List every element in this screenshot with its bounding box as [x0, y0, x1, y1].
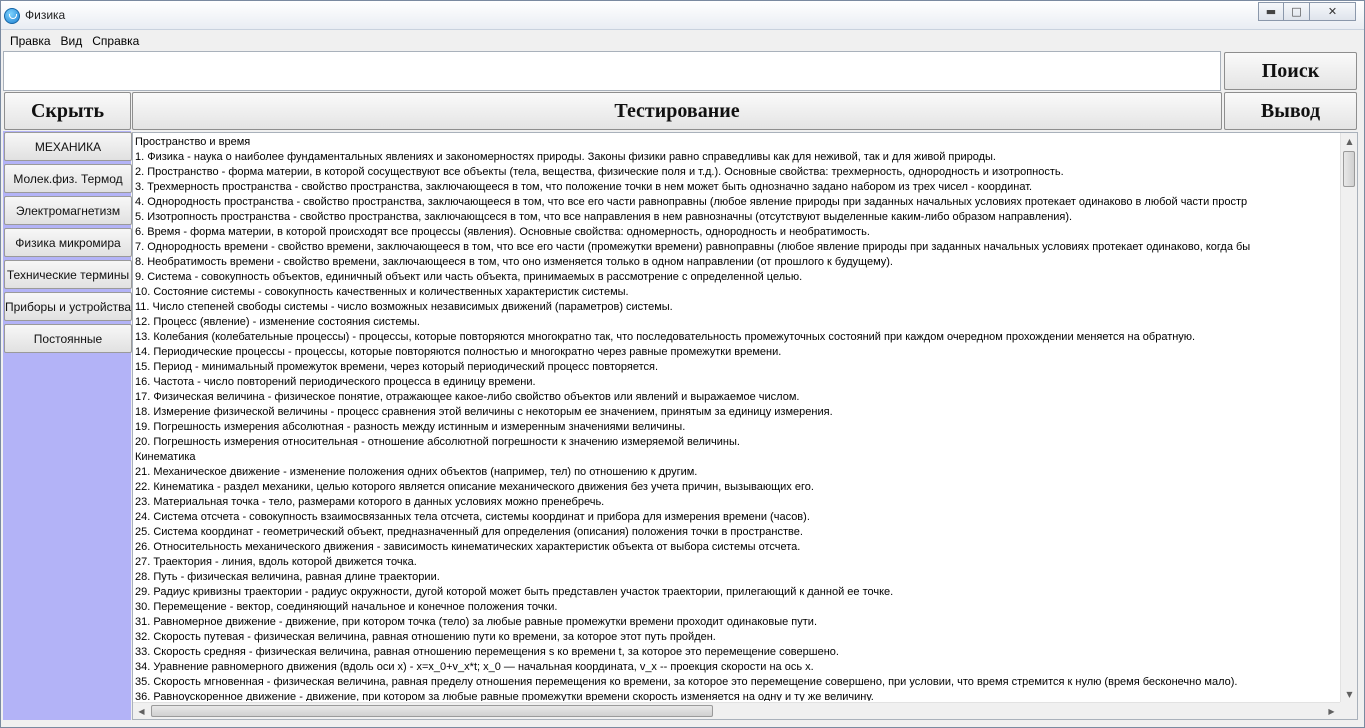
text-line: 24. Система отсчета - совокупность взаимосвязанных тела отсчета, системы координат и прибора для измерения времени (часов).: [135, 511, 810, 523]
testing-button[interactable]: Тестирование: [132, 92, 1222, 130]
vertical-scrollbar[interactable]: [1340, 133, 1357, 703]
sidebar-item-electromagnetism[interactable]: Электромагнетизм: [4, 196, 132, 225]
text-line: 36. Равноускоренное движение - движение, при котором за любые равные промежутки времени скорость изменяется на одну и ту же величину.: [135, 691, 874, 701]
text-line: 31. Равномерное движение - движение, при котором точка (тело) за любые равные промежутки времени проходит одинаковые пути.: [135, 616, 817, 628]
title-bar: [1, 1, 1364, 30]
hide-button[interactable]: Скрыть: [4, 92, 131, 130]
text-line: 13. Колебания (колебательные процессы) - процессы, которые повторяются многократно так, что последовательность промежуточных состояний при каждом очередном прохождении меняется на обратную.: [135, 331, 1196, 343]
vertical-scroll-thumb[interactable]: [1343, 151, 1355, 187]
text-line: 33. Скорость средняя - физическая величина, равная отношению перемещения s ко времени t, за которое это перемещение совершено.: [135, 646, 839, 658]
horizontal-scroll-thumb[interactable]: [151, 705, 713, 717]
menu-view[interactable]: Вид: [60, 34, 83, 48]
text-line: 12. Процесс (явление) - изменение состояния системы.: [135, 316, 420, 328]
text-line: 8. Необратимость времени - свойство времени, заключающееся в том, что оно изменяется только в одном направлении (от прошлого к будущему).: [135, 256, 893, 268]
text-line: 26. Относительность механического движения - зависимость кинематических характеристик объекта от выбора системы отсчета.: [135, 541, 801, 553]
text-line: 15. Период - минимальный промежуток времени, через который периодический процесс повторяется.: [135, 361, 659, 373]
sidebar-item-devices[interactable]: Приборы и устройства: [4, 292, 132, 321]
definitions-text: [135, 135, 1340, 701]
minimize-icon[interactable]: ▬: [1258, 2, 1284, 21]
menu-edit[interactable]: Правка: [10, 34, 51, 48]
text-line: 4. Однородность пространства - свойство пространства, заключающееся в том, что все его части равноправны (любое явление природы при заданных начальных условиях протекает одинаково в любой части простр: [135, 196, 1248, 208]
text-line: 25. Система координат - геометрический объект, предназначенный для определения (описания) положения точки в пространстве.: [135, 526, 803, 538]
text-line: 14. Периодические процессы - процессы, которые повторяются полностью и многократно через равные промежутки времени.: [135, 346, 782, 358]
output-button[interactable]: Вывод: [1224, 92, 1357, 130]
text-line: 22. Кинематика - раздел механики, целью которого является описание механического движения без учета причин, вызывающих его.: [135, 481, 814, 493]
text-line: 1. Физика - наука о наиболее фундаментальных явлениях и закономерностях природы. Законы физики равно справедливы как для неживой, так и для живой природы.: [135, 151, 996, 163]
app-logo-icon: [4, 8, 20, 24]
horizontal-scrollbar[interactable]: [133, 702, 1340, 719]
scrollbar-corner: [1340, 702, 1357, 719]
text-line: 23. Материальная точка - тело, размерами которого в данных условиях можно пренебречь.: [135, 496, 605, 508]
text-line: Кинематика: [135, 451, 196, 463]
search-button[interactable]: Поиск: [1224, 52, 1357, 90]
text-line: 10. Состояние системы - совокупность качественных и количественных характеристик системы.: [135, 286, 629, 298]
sidebar-item-molecular-physics[interactable]: Молек.физ. Термод: [4, 164, 132, 193]
text-line: 7. Однородность времени - свойство времени, заключающееся в том, что все его части (промежутки времени) равноправны (любое явление природы при заданных начальных условиях протекает одинаково, когда бы: [135, 241, 1251, 253]
text-line: 34. Уравнение равномерного движения (вдоль оси x) - x=x_0+v_x*t; x_0 — начальная координата, v_x -- проекция скорости на ось x.: [135, 661, 814, 673]
scroll-right-icon[interactable]: ▶: [1328, 707, 1335, 716]
text-line: 30. Перемещение - вектор, соединяющий начальное и конечное положения точки.: [135, 601, 558, 613]
sidebar-item-technical-terms[interactable]: Технические термины: [4, 260, 132, 289]
window-controls: [1258, 2, 1356, 21]
text-line: 6. Время - форма материи, в которой происходят все процессы (явления). Основные свойства: одномерность, однородность и необратимость.: [135, 226, 870, 238]
text-line: 35. Скорость мгновенная - физическая величина, равная пределу отношения перемещения ко времени, за которое это перемещение совершено, при условии, что время стремится к нулю (время бесконечно мало).: [135, 676, 1238, 688]
text-line: 29. Радиус кривизны траектории - радиус окружности, дугой которой может быть представлен участок траектории, прилегающий к данной ее точке.: [135, 586, 894, 598]
sidebar-item-constants[interactable]: Постоянные: [4, 324, 132, 353]
text-line: 20. Погрешность измерения относительная - отношение абсолютной погрешности к значению измеряемой величины.: [135, 436, 740, 448]
close-icon[interactable]: ✕: [1310, 2, 1356, 21]
menu-help[interactable]: Справка: [92, 34, 140, 48]
search-input[interactable]: [4, 52, 1220, 90]
text-line: Пространство и время: [135, 136, 251, 148]
text-line: 3. Трехмерность пространства - свойство пространства, заключающееся в том, что положение точки в нем может быть однозначно задано набором из трех чисел - координат.: [135, 181, 1033, 193]
text-line: 9. Система - совокупность объектов, единичный объект или часть объекта, принимаемых в рассмотрение с определенной целью.: [135, 271, 803, 283]
scroll-left-icon[interactable]: ◀: [138, 707, 145, 716]
category-sidebar: [3, 131, 131, 720]
text-line: 11. Число степеней свободы системы - число возможных независимых движений (параметров) системы.: [135, 301, 673, 313]
scroll-down-icon[interactable]: ▼: [1346, 690, 1353, 699]
text-line: 27. Траектория - линия, вдоль которой движется точка.: [135, 556, 417, 568]
maximize-icon[interactable]: □: [1284, 2, 1310, 21]
menu-bar: [1, 31, 1364, 51]
text-line: 5. Изотропность пространства - свойство пространства, заключающсеся в том, что все направления в нем равнозначны (отсутствуют выделенные каким-либо образом направления).: [135, 211, 1073, 223]
text-line: 28. Путь - физическая величина, равная длине траектории.: [135, 571, 440, 583]
search-field: [3, 51, 1221, 91]
window-title: Физика: [25, 8, 66, 22]
text-line: 2. Пространство - форма материи, в которой сосуществуют все объекты (тела, вещества, физические поля и т.д.). Основные свойства: трехмерность, однородность и изотропность.: [135, 166, 1064, 178]
text-line: 21. Механическое движение - изменение положения одних объектов (например, тел) по отношению к другим.: [135, 466, 698, 478]
text-line: 17. Физическая величина - физическое понятие, отражающее какое-либо свойство объектов или явлений и выражаемое числом.: [135, 391, 800, 403]
text-line: 16. Частота - число повторений периодического процесса в единицу времени.: [135, 376, 536, 388]
text-line: 18. Измерение физической величины - процесс сравнения этой величины с некоторым ее значением, принятым за единицу измерения.: [135, 406, 833, 418]
text-line: 32. Скорость путевая - физическая величина, равная отношению пути ко времени, за которое этот путь пройден.: [135, 631, 716, 643]
definitions-text-area[interactable]: [132, 132, 1358, 720]
scroll-up-icon[interactable]: ▲: [1346, 137, 1353, 146]
sidebar-item-microworld-physics[interactable]: Физика микромира: [4, 228, 132, 257]
sidebar-item-mechanics[interactable]: МЕХАНИКА: [4, 132, 132, 161]
text-line: 19. Погрешность измерения абсолютная - разность между истинным и измеренным значениями величины.: [135, 421, 686, 433]
